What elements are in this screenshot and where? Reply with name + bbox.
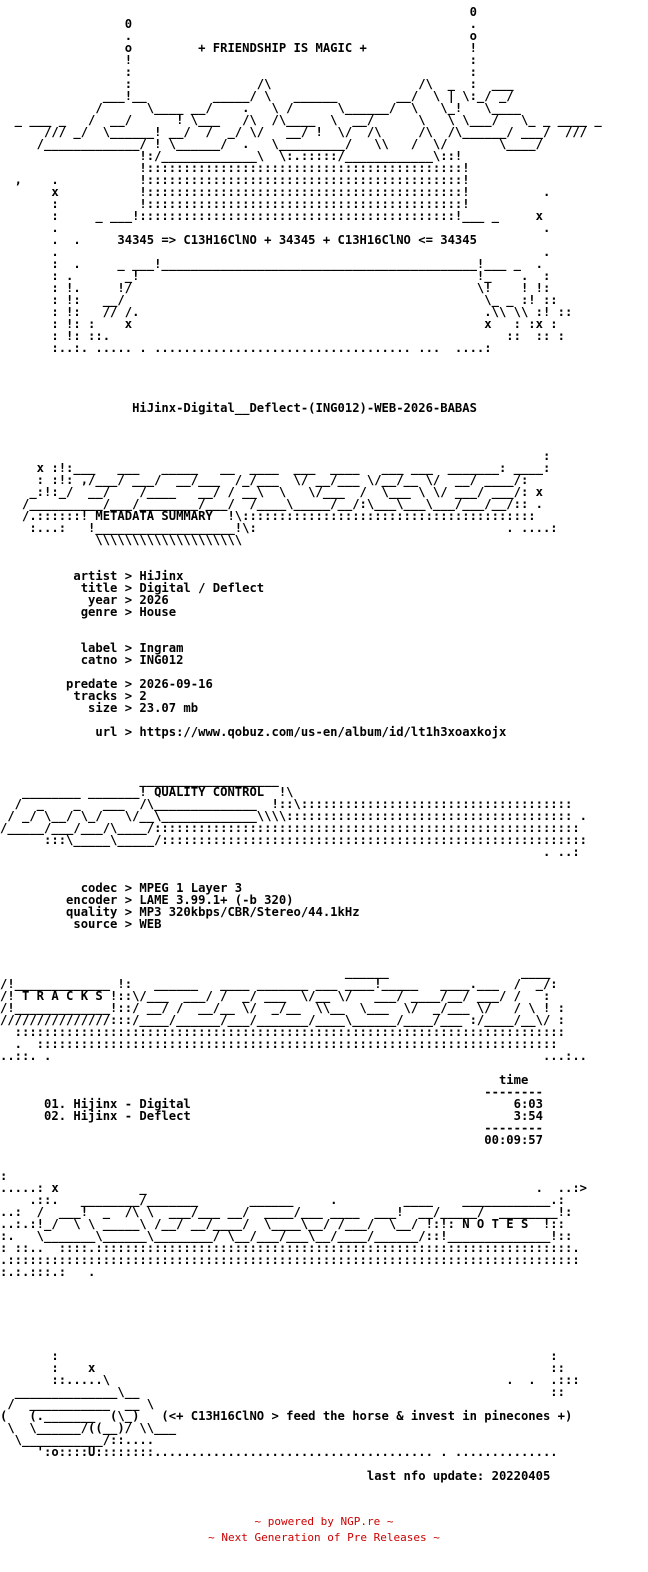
- tagline: ~ Next Generation of Pre Releases ~: [208, 1531, 440, 1544]
- powered-by-prefix: ~ powered by: [254, 1515, 341, 1528]
- powered-by-suffix: ~: [380, 1515, 394, 1528]
- ngp-link[interactable]: NGP.re: [340, 1515, 381, 1528]
- nfo-text: 0 0 . . o o + FRIENDSHIP IS MAGIC + ! ! : : : : /\ /\ _ : ___ ___!__ _____/ \ ______ __/ \ | \:_/ _/ / \____ __/ . \ / \______/ \ \_! \____ _ ___ _ / __/ ! \___ /\ /\____ \ __/ \ \ \___/ \_ _ ____ _ /// _/ \______! __/ / _/ \/ __/ ! \/ /\ /\ /\______/ ___/ /// /_____________/ ! \______/ . \_________/ \\ / \/ \____/ !:/_____________\ \:.:::::/____________\::! !:::::::::::::::::::::::::::::::::::::::::::! , . !:::::::::::::::::::::::::::::::::::::::::::! x !:::::::::::::::::::::::::::::::::::::::::::! . : !:::::::::::::::::::::::::::::::::::::::::::! : _ ___!:::::::::::::::::::::::::::::::::::::::::::!___ _ x . . . . 34345 => C13H16ClNO + 34345 + C13H16ClNO <= 34345 . . : . _ ___!___________________________________________!___ _ . : . _! !_ . : : !. !/ \! ! !: : !: __/ \_ _ :! :: : !: // /. .\\ \\ :! :: : !: : x x : :x : : !: ::. :: :: : :..:. ..... . ................................... ... ....: HiJinx-Digital__Deflect-(ING012)-WEB-2026-BABAS : x :!:___ ___ _____ __ ____ ___ ____ ___ ___ _______: ____: : :!: ,/___/ ___/ __/___ /_/___ \/ __/___ \/__/__ \/ __/ ____/: _:!:_/ __/ /____ __/ / __\ \ \/___ / \___ \ \/ ___/ ___/: x /__________/___/________/___/ /____\_____/__/:\___\___\___/___/__/:: . /.::::::! METADATA SUMMARY !\:::::::::::::::::::::::::::::::::::::::: :...: !___________________!\: . ....: \\\\\\\\\\\\\\\\\\\\ artist > HiJinx title > Digital / Deflect year > 2026 genre > House label > Ingram catno > ING012 predate > 2026-09-16 tracks > 2 size > 23.07 mb url > https://www.qobuz.com/us-en/album/id/lt1h3xoaxkojx ___________________ ________ _______! QUALITY CONTROL !\ / _ _ ___ /\______________ !::\::::::::::::::::::::::::::::::::::::: / _/ \__/ \_/ \/__\_____________\\\\::::::::::::::::::::::::::::::::::::::: . /_____/___/___/\____/:::::::::::::::::::::::::::::::::::::::::::::::::::::::::: :::\_____\_____/:::::::::::::::::::::::::::::::::::::::::::::::::::::::::: . ..: codec > MPEG 1 Layer 3 encoder > LAME 3.99.1+ (-b 320) quality > MP3 320kbps/CBR/Stereo/44.1kHz source > WEB ______ ____ /!_____________ !: ______ ____ _______ ___ ____!_____ ____.___ / _/: /! T R A C K S !::\/___ ___/ / _/ ___ \/__ \/ ___/ ____/__/ ___/ / : /!_____________!::/ __/ / __/__ \/ _/__ \\__ \___ \/ _/___ \/ / \ ! : ///////////////:::/____/______/___/_______/____\______/____/___ :/____/__\/ : ::::::::::::::::::::::::::::::::::::::::::::::::::::::::::::::::::::::::::: . ::::::::::::::::::::::::::::::::::::::::::::::::::::::::::::::::::::::: ..::. . ...:.. time -------- 01. Hijinx - Digital 6:03 02. Hijinx - Deflect 3:54 -------- 00:09:57 : .....: x _ . ..:> .::. ________/_______ ______ . ____ ____________.: ..: / ___! _ /\ \ ___/___ __/ ____/___ ____ ___! __/_____/ ________!: ..:.:!_/ \ \ _____\ /__/ __/____/ \____\__/ /___/ \__/ !:!: N O T E S !:: :. \_______\______\________/ \__/___/___\__/____/______/::!______________!:: : ::.. ::::.:::::::::::::::::::::::::::::::::::::::::::::::::::::::::::::::::. .:::::::::::::::::::::::::::::::::::::::::::::::::::::::::::::::::::::::::::::: :.:.:::.: . : : : x :: ::.....\ . . .::: ______________\__ :: / ___________ __ \ ( (._______ (\_) (<+ C13H16ClNO > feed the horse & invest in pinecones +) \ \______/((__)/ \\___ \___________/::.... ':o::::U::::::::...................................... . .............. last nfo update: 20220405: [0, 5, 602, 1483]
